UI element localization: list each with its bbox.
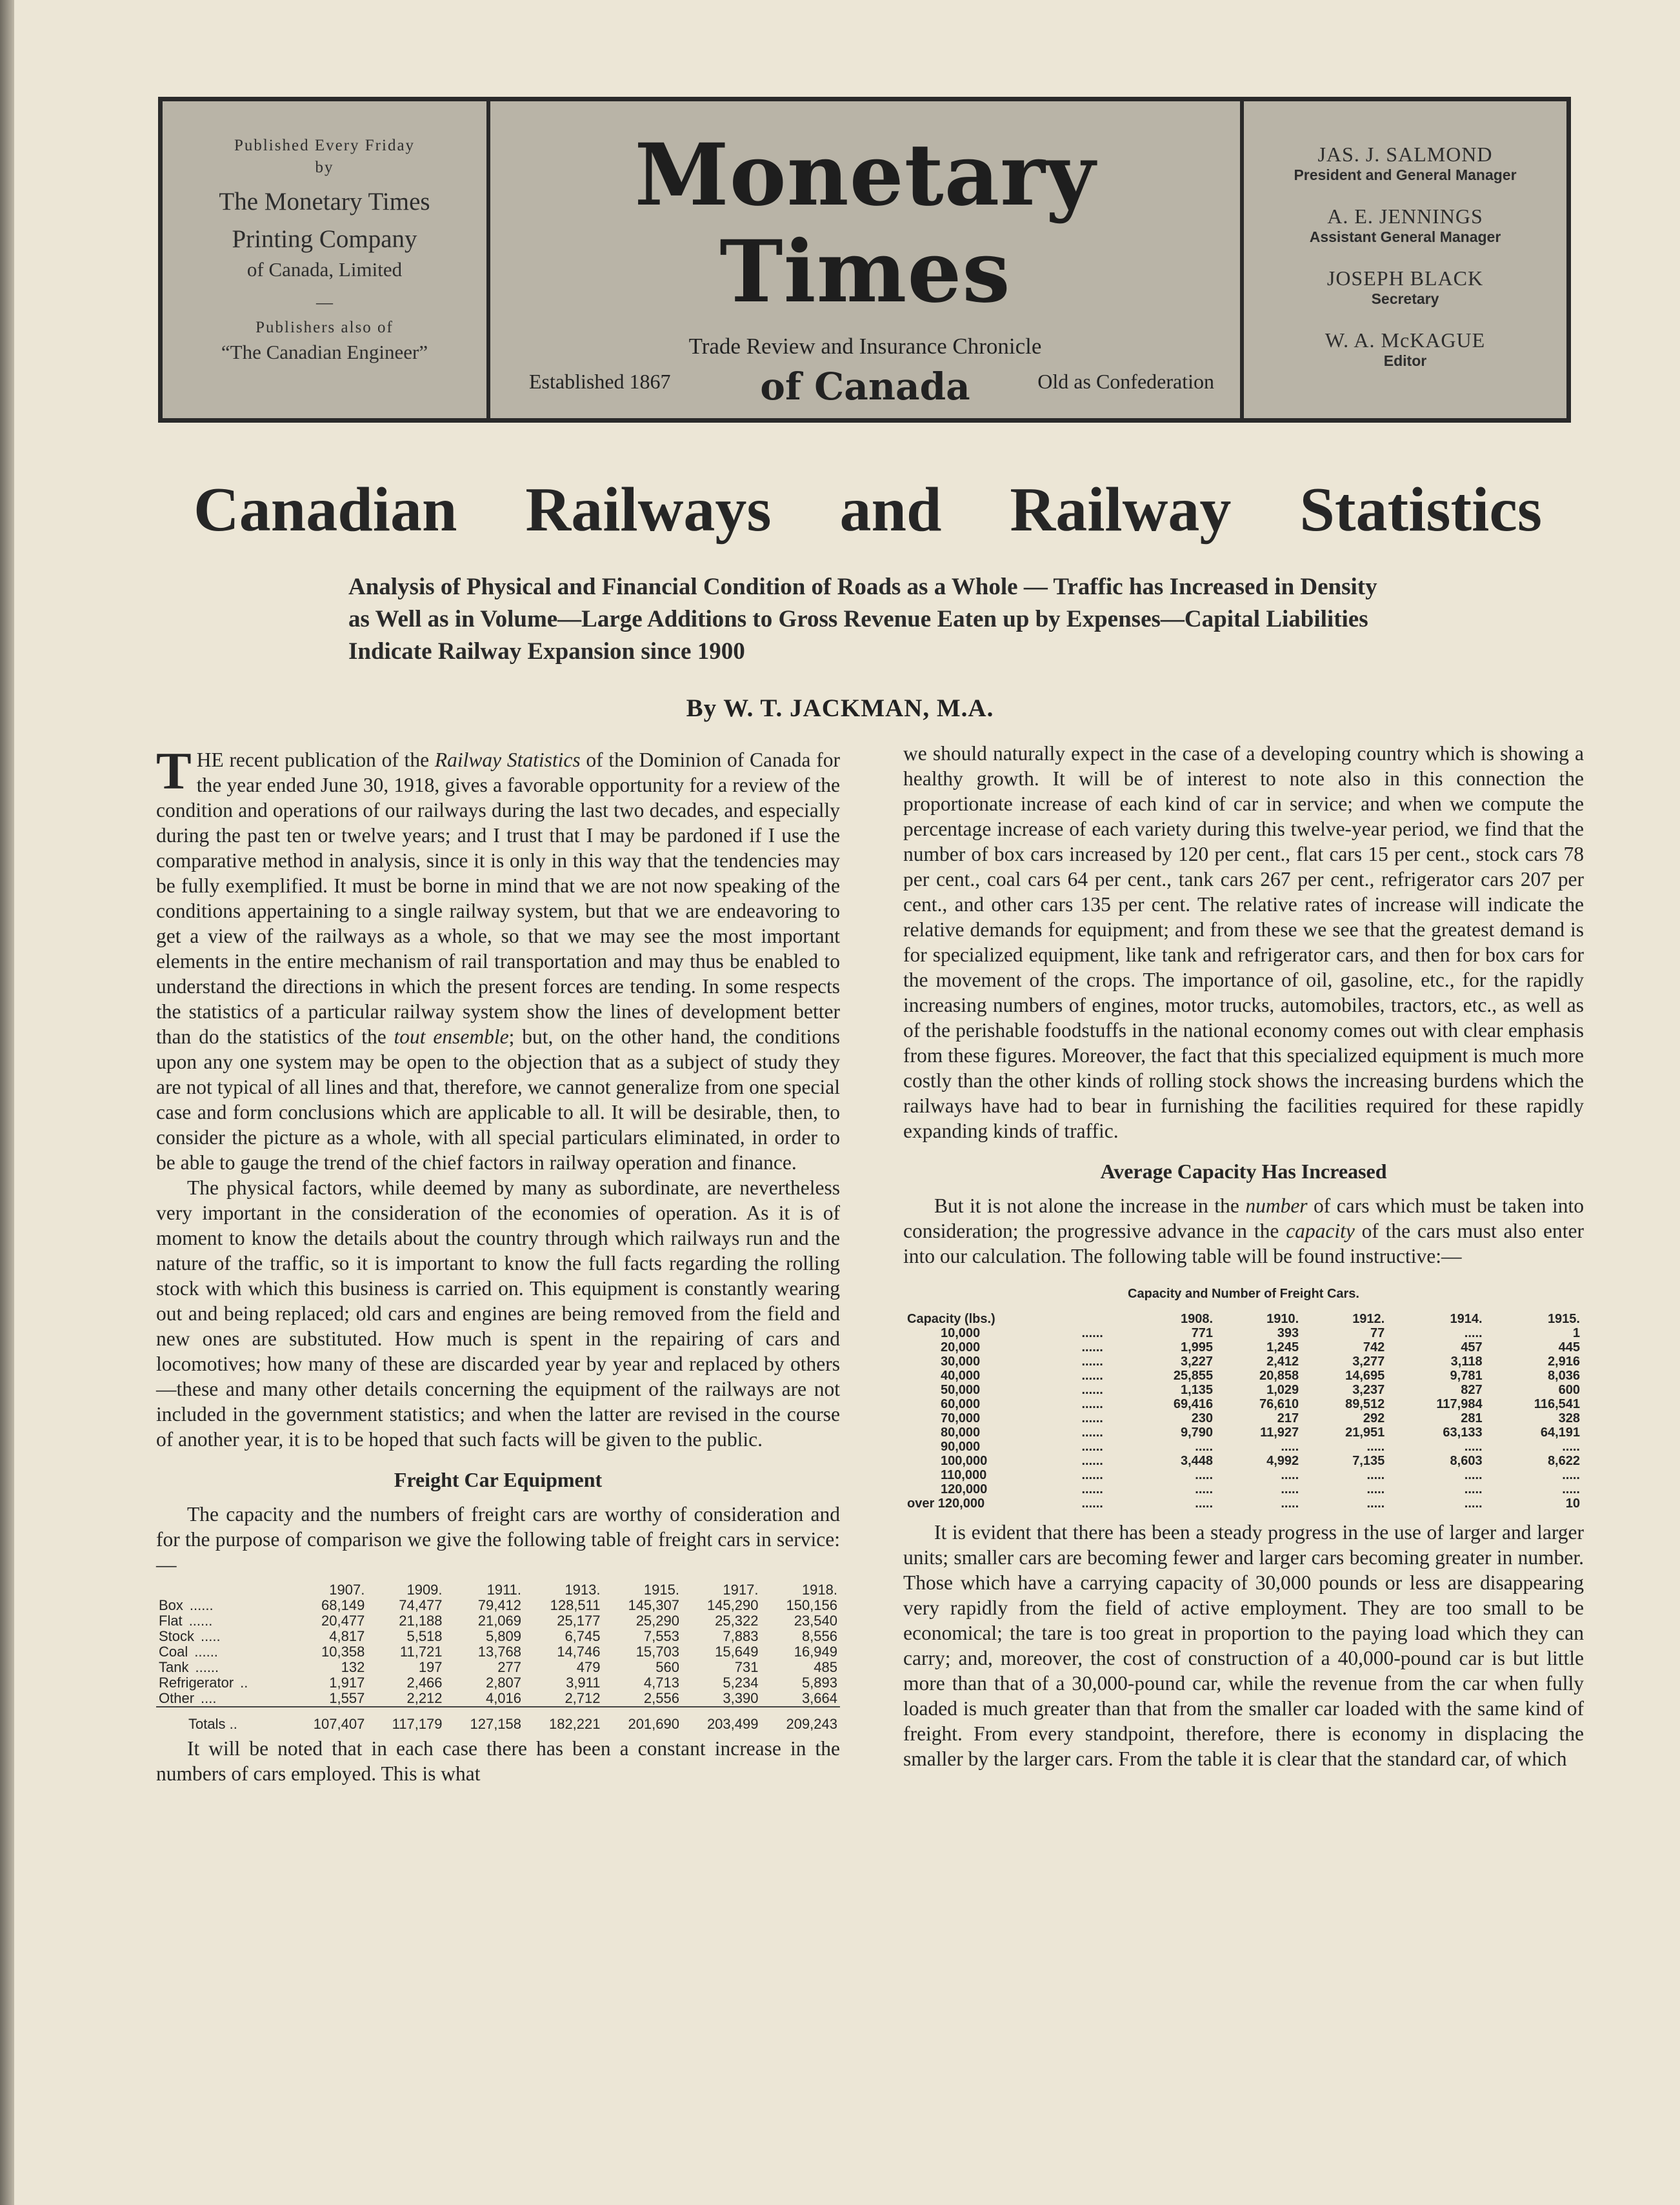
table-cell: 217 [1277,1411,1299,1425]
table-cell: 16,949 [794,1644,837,1660]
table-cell: 13,768 [477,1644,522,1660]
capacity-label: 70,000 [941,1411,981,1425]
table-cell: 5,893 [801,1675,837,1691]
table-row [156,1675,840,1691]
table-cell: 1 [1572,1326,1580,1340]
capacity-label: 80,000 [941,1425,981,1440]
table-cell: 5,518 [406,1628,443,1644]
table-cell: ..... [1366,1482,1385,1496]
table-row [903,1397,1584,1411]
table-cell: 11,721 [399,1644,443,1660]
capacity-label: 40,000 [941,1369,981,1383]
masthead-of-canada: of Canada [760,365,970,408]
total-cell: 107,407 [288,1707,367,1732]
row-label-cell [156,1691,288,1707]
leader-dots: ...... [1081,1440,1103,1454]
row-label-cell [156,1660,288,1675]
table-row [903,1411,1584,1425]
table-cell: 15,703 [635,1644,679,1660]
table-cell: ..... [1562,1468,1580,1482]
capacity-label: 50,000 [941,1383,981,1397]
table-cell: ..... [1562,1440,1580,1454]
total-cell: 127,158 [445,1707,524,1732]
text-run: of the cars must also enter into our calculation. The following table will be found instructive:— [903,1220,1585,1267]
car-type-label: Stock [159,1628,195,1644]
table-cell: 21,188 [399,1613,443,1629]
article-byline: By W. T. JACKMAN, M.A. [686,694,994,722]
table-cell: 64,191 [1540,1425,1580,1440]
table-cell: 1,029 [1266,1383,1299,1397]
masthead-footer [529,370,1214,394]
table-cell: 89,512 [1345,1397,1385,1411]
paragraph [156,741,840,1175]
italic-text: capacity [1286,1220,1355,1242]
table-cell: 457 [1461,1340,1483,1354]
capacity-label: 90,000 [941,1440,981,1454]
company-line-2: Printing Company [232,225,417,253]
masthead-staff-panel [1244,101,1566,418]
table-cell: ..... [1195,1468,1214,1482]
row-label-cell [156,1675,288,1691]
staff-title: President and General Manager [1294,166,1517,183]
staff-entry [1244,267,1566,308]
leader-dots: ...... [1081,1354,1103,1369]
table-row [903,1354,1584,1369]
car-type-label: Refrigerator [159,1675,234,1691]
year-header: 1915. [1547,1312,1580,1326]
car-type-label: Tank [159,1659,189,1675]
table-cell: 150,156 [786,1597,837,1613]
totals-row [156,1707,840,1732]
table-cell: 25,322 [715,1613,759,1629]
freight-car-table [156,1582,840,1732]
table-cell: 3,277 [1352,1354,1385,1369]
total-cell: 203,499 [682,1707,761,1732]
leader-dots: ...... [1081,1468,1103,1482]
table-row [156,1629,840,1644]
table-cell: 4,713 [643,1675,679,1691]
car-type-label: Box [159,1597,183,1613]
masthead [158,97,1571,423]
table-cell: 145,290 [706,1597,759,1613]
table-header-row [903,1312,1584,1326]
year-header: 1911. [486,1582,522,1598]
year-header: 1910. [1266,1312,1299,1326]
table-cell: 2,466 [406,1675,443,1691]
text-run: of the Dominion of Canada for the year ended June 30, 1918, gives a favorable opportunity for a review of the condition and operations of our railways during the last two decades, and especially during the past ten or twelve years; and I trust that I may be pardoned if I use the comparative method in analysis, since it is only in this way that the tendencies may be fully exemplified. It must be borne in mind that we are not now speaking of the conditions appertaining to a single railway system, but that we are endeavoring to get a view of the railways as a whole, so that we may see the most important elements in the entire mechanism of rail transportation and may thus be enabled to understand the directions in which the present forces are tending. In some respects the statistics of a particular railway system show the lines of development better than do the statistics of the [156,749,840,1048]
year-header: 1915. [643,1582,679,1598]
staff-name: JAS. J. SALMOND [1317,143,1493,166]
table-cell: 393 [1277,1326,1299,1340]
table-cell: ..... [1366,1440,1385,1454]
total-cell: 117,179 [367,1707,445,1732]
table-cell: 14,695 [1345,1369,1385,1383]
staff-entry [1244,328,1566,370]
year-header: 1917. [723,1582,759,1598]
table-cell: ..... [1366,1496,1385,1511]
row-label-cell [156,1613,288,1629]
table-row [903,1482,1584,1496]
article-headline: Canadian Railways and Railway Statistics [194,475,1542,545]
masthead-divider: — [316,293,333,312]
table-cell: 77 [1370,1326,1385,1340]
staff-title: Secretary [1371,290,1439,307]
table-cell: 14,746 [557,1644,601,1660]
leader-dots: ...... [195,1659,219,1675]
capacity-label: over 120,000 [907,1496,985,1511]
staff-name: JOSEPH BLACK [1326,267,1484,290]
row-label-cell [156,1644,288,1660]
table-cell: 277 [497,1659,522,1675]
table-cell: 116,541 [1534,1397,1580,1411]
table-cell: 21,069 [477,1613,522,1629]
table-cell: ..... [1195,1482,1214,1496]
leader-dots: ...... [189,1597,214,1613]
capacity-table [903,1312,1584,1511]
table-cell: 197 [418,1659,443,1675]
table-cell: 8,036 [1547,1369,1580,1383]
table-cell: 4,016 [485,1690,522,1706]
table-cell: 2,212 [406,1690,443,1706]
paragraph: The physical factors, while deemed by many as subordinate, are nevertheless very important in the consideration of the economies of operation. As it is of moment to know the details about the country through which railways run and the nature of the traffic, so it is important to know the full facts regarding the rolling stock with which this business is carried on. This equipment is constantly wearing out and being replaced; old cars and engines are being removed from the field and new ones are substituted. How much is spent in the repairing of cars and locomotives; how many of these are discarded year by year and replaced by others—these and many other details concerning the equipment of the railways are not included in the government statistics; and when the latter are revised in the course of another year, it is to be hoped that such facts will be given to the public. [156,1176,840,1451]
table-cell: 600 [1558,1383,1580,1397]
capacity-table-title: Capacity and Number of Freight Cars. [1128,1287,1359,1301]
year-header: 1912. [1352,1312,1385,1326]
table-cell: 20,858 [1259,1369,1299,1383]
table-cell: 20,477 [321,1613,365,1629]
table-cell: 1,917 [329,1675,365,1691]
table-row [156,1613,840,1629]
leader-dots: ...... [1081,1326,1103,1340]
capacity-label: 10,000 [941,1326,981,1340]
capacity-label: 20,000 [941,1340,981,1354]
table-cell: 3,390 [723,1690,759,1706]
leader-dots: ...... [1081,1454,1103,1468]
table-cell: 3,118 [1450,1354,1483,1369]
car-type-label: Other [159,1690,195,1706]
table-row [903,1496,1584,1511]
paragraph: we should naturally expect in the case of a developing country which is showing a healthy growth. It will be of interest to note also in this connection the proportionate increase of each kind of car in service; and when we compute the percentage increase of each variety during this twelve-year period, we find that the number of box cars increased by 120 per cent., flat cars 15 per cent., stock cars 78 per cent., coal cars 64 per cent., tank cars 267 per cent., refrigerator cars 207 per cent., and other cars 135 per cent. The relative rates of increase will indicate the relative demands for equipment; and from these we see that the greatest demand is for specialized equipment, like tank and refrigerator cars, and then for box cars for the movement of the crops. The importance of oil, gasoline, etc., for the rapidly increasing numbers of engines, motor trucks, automobiles, tractors, etc., as well as of the perishable foodstuffs in the national economy comes out with clear emphasis from these figures. Moreover, the fact that this specialized equipment is much more costly than the other kinds of rolling stock shows the increasing burdens which the railways have had to bear in furnishing the facilities required for these rapidly expanding kinds of traffic. [903,742,1584,1142]
leader-dots: ...... [1081,1340,1103,1354]
table-cell: 4,817 [329,1628,365,1644]
company-line-3: of Canada, Limited [246,258,403,281]
row-label-cell [156,1629,288,1644]
table-cell: 328 [1558,1411,1580,1425]
table-cell: 15,649 [715,1644,759,1660]
section-heading: Average Capacity Has Increased [1100,1160,1387,1183]
leader-dots: ...... [1081,1411,1103,1425]
table-cell: 560 [655,1659,679,1675]
masthead-publisher-panel [163,101,490,418]
table-cell: 9,790 [1181,1425,1214,1440]
table-cell: ..... [1562,1482,1580,1496]
text-run: But it is not alone the increase in the [934,1194,1246,1217]
table-cell: 128,511 [550,1597,601,1613]
car-type-label: Coal [159,1644,188,1660]
table-cell: 292 [1363,1411,1385,1425]
year-header: 1907. [329,1582,365,1598]
table-row [903,1369,1584,1383]
table-cell: 4,992 [1266,1454,1299,1468]
table-cell: 1,135 [1181,1383,1214,1397]
column-left [156,741,840,1786]
table-cell: 145,307 [628,1597,679,1613]
by-label: by [315,159,334,176]
table-cell: 1,995 [1181,1340,1214,1354]
capacity-label: 30,000 [941,1354,981,1369]
table-cell: 230 [1191,1411,1214,1425]
paragraph [903,1193,1584,1269]
year-header: 1908. [1181,1312,1214,1326]
car-type-label: Flat [159,1613,183,1629]
canadian-engineer: “The Canadian Engineer” [221,341,428,363]
table-row [903,1383,1584,1397]
table-row [903,1468,1584,1482]
published-every-friday: Published Every Friday [234,137,415,154]
table-cell: ..... [1366,1468,1385,1482]
table-cell: ..... [1464,1326,1483,1340]
table-cell: 7,553 [643,1628,679,1644]
staff-title: Assistant General Manager [1309,228,1501,245]
total-cell: 209,243 [761,1707,840,1732]
table-cell: 11,927 [1260,1425,1299,1440]
paragraph: It is evident that there has been a steady progress in the use of larger and larger units; smaller cars are becoming fewer and larger cars becoming greater in number. Those which have a carrying capacity of 30,000 pounds or less are disappearing very rapidly from the field of active employment. They are too small to be economical; the tare is too great in proportion to the paying load which they can carry; and, moreover, the cost of construction of a 40,000-pound car is but little more than that of a 30,000-pound car, while the revenue from the car when fully loaded is much greater than that from the smaller car loaded with the same kind of freight. From every standpoint, therefore, there is economy in displacing the smaller by the larger cars. From the table it is clear that the standard car, of which [903,1521,1584,1770]
total-cell: 182,221 [524,1707,603,1732]
text-run: ; but, on the other hand, the conditions upon any one system may be open to the objection that as a subject of study they are not typical of all lines and that, therefore, we cannot generalize from one special case and form conclusions which are applicable to all. It will be desirable, then, to consider the picture as a whole, with all special particulars eliminated, in order to be able to gauge the trend of the chief factors in railway operation and finance. [156,1025,840,1174]
publishers-also: Publishers also of [255,319,394,336]
staff-entry [1244,143,1566,184]
table-cell: 2,807 [485,1675,522,1691]
table-row [903,1454,1584,1468]
leader-dots: .. [240,1675,248,1691]
total-cell: 201,690 [603,1707,682,1732]
masthead-subtitle: Trade Review and Insurance Chronicle [688,334,1042,359]
table-cell: 3,664 [801,1690,837,1706]
leader-dots: ...... [1081,1496,1103,1511]
leader-dots: ...... [1081,1369,1103,1383]
table-row [903,1340,1584,1354]
table-cell: ..... [1464,1440,1483,1454]
leader-dots: .... [201,1690,217,1706]
drop-cap: T [156,741,192,800]
dots-header [1078,1312,1131,1326]
table-cell: 68,149 [321,1597,365,1613]
capacity-table-body [903,1326,1584,1511]
capacity-header: Capacity (lbs.) [907,1312,995,1326]
leader-dots: ...... [194,1644,218,1660]
table-cell: 10,358 [321,1644,365,1660]
table-cell: 5,234 [723,1675,759,1691]
page-edge-shadow [0,0,14,2205]
table-cell: 8,603 [1450,1454,1483,1468]
table-cell: 25,177 [557,1613,601,1629]
table-cell: 7,883 [723,1628,759,1644]
table-row [156,1691,840,1707]
staff-name: W. A. McKAGUE [1325,328,1486,352]
leader-dots: ...... [1081,1397,1103,1411]
leader-dots: ...... [188,1613,213,1629]
table-row [903,1425,1584,1440]
table-cell: 21,951 [1345,1425,1385,1440]
paragraph: The capacity and the numbers of freight cars are worthy of consideration and for the purpose of comparison we give the following table of freight cars in service:— [156,1503,840,1576]
staff-entry [1244,205,1566,246]
table-cell: 445 [1558,1340,1580,1354]
year-header: 1918. [801,1582,837,1598]
table-cell: 6,745 [565,1628,601,1644]
italic-text: number [1245,1194,1308,1217]
table-cell: 281 [1461,1411,1483,1425]
table-cell: 3,448 [1181,1454,1214,1468]
table-cell: ..... [1281,1496,1299,1511]
table-cell: 827 [1461,1383,1483,1397]
established-year: Established 1867 [529,370,671,393]
table-cell: ..... [1195,1440,1214,1454]
capacity-label: 100,000 [941,1454,988,1468]
table-cell: 79,412 [477,1597,522,1613]
year-header: 1909. [406,1582,443,1598]
freight-table-body [156,1598,840,1732]
table-cell: 9,781 [1450,1369,1483,1383]
table-cell: 69,416 [1173,1397,1214,1411]
table-cell: 771 [1191,1326,1214,1340]
old-as-confederation: Old as Confederation [1037,370,1214,393]
table-cell: 742 [1363,1340,1385,1354]
masthead-title-panel [490,101,1244,418]
row-label-cell [156,1598,288,1613]
table-cell: ..... [1281,1440,1299,1454]
table-cell: 2,916 [1547,1354,1580,1369]
table-cell: 2,556 [643,1690,679,1706]
leader-dots: ...... [1081,1383,1103,1397]
table-cell: 117,984 [1436,1397,1483,1411]
table-cell: ..... [1281,1482,1299,1496]
capacity-label: 110,000 [941,1468,987,1482]
table-cell: 3,911 [566,1675,601,1691]
table-cell: 2,712 [565,1690,601,1706]
company-line-1: The Monetary Times [219,188,430,216]
article-deck: Analysis of Physical and Financial Condition of Roads as a Whole — Traffic has Increased in Density as Well as in Volume—Large Additions to Gross Revenue Eaten up by Expenses—Capital Liabilities Indicate Railway Expansion since 1900 [348,574,1377,665]
table-cell: 2,412 [1266,1354,1299,1369]
year-header: 1913. [565,1582,601,1598]
table-cell: 7,135 [1352,1454,1385,1468]
table-cell: ..... [1464,1482,1483,1496]
staff-name: A. E. JENNINGS [1327,205,1483,228]
table-cell: 1,245 [1266,1340,1299,1354]
table-row [903,1326,1584,1340]
table-cell: ..... [1195,1496,1214,1511]
paragraph: It will be noted that in each case there has been a constant increase in the numbers of cars employed. This is what [156,1737,840,1785]
table-corner [156,1582,288,1598]
table-cell: 8,622 [1547,1454,1580,1468]
text-run: of cars which must be taken into consideration; the progressive advance in the [903,1194,1584,1242]
capacity-label: 60,000 [941,1397,981,1411]
text-run: HE recent publication of the [196,749,435,771]
table-cell: 3,227 [1181,1354,1214,1369]
table-cell: ..... [1281,1468,1299,1482]
table-cell: 5,809 [485,1628,522,1644]
table-row [156,1598,840,1613]
table-cell: 1,557 [329,1690,365,1706]
table-cell: 74,477 [399,1597,443,1613]
table-cell: 76,610 [1259,1397,1299,1411]
table-cell: 3,237 [1352,1383,1385,1397]
table-cell: 25,855 [1173,1369,1214,1383]
table-cell: 25,290 [635,1613,679,1629]
leader-dots: ...... [1081,1482,1103,1496]
table-header-row [156,1582,840,1598]
leader-dots: ..... [201,1628,221,1644]
table-cell: 63,133 [1443,1425,1483,1440]
table-row [156,1644,840,1660]
column-right [903,741,1584,1771]
capacity-label: 120,000 [941,1482,988,1496]
table-cell: 132 [341,1659,365,1675]
table-row [156,1660,840,1675]
year-header: 1914. [1450,1312,1483,1326]
italic-text: tout ensemble [394,1025,509,1048]
section-heading: Freight Car Equipment [394,1468,603,1491]
table-cell: 23,540 [794,1613,837,1629]
table-cell: 8,556 [801,1628,837,1644]
table-cell: 731 [734,1659,759,1675]
totals-label: Totals .. [156,1707,288,1732]
table-row [903,1440,1584,1454]
table-cell: ..... [1464,1468,1483,1482]
table-cell: 485 [814,1659,837,1675]
leader-dots: ...... [1081,1425,1103,1440]
table-cell: ..... [1464,1496,1483,1511]
staff-title: Editor [1383,352,1427,369]
table-cell: 479 [576,1659,601,1675]
masthead-title: Monetary Times [634,125,1096,322]
italic-text: Railway Statistics [434,749,581,771]
table-cell: 10 [1565,1496,1580,1511]
